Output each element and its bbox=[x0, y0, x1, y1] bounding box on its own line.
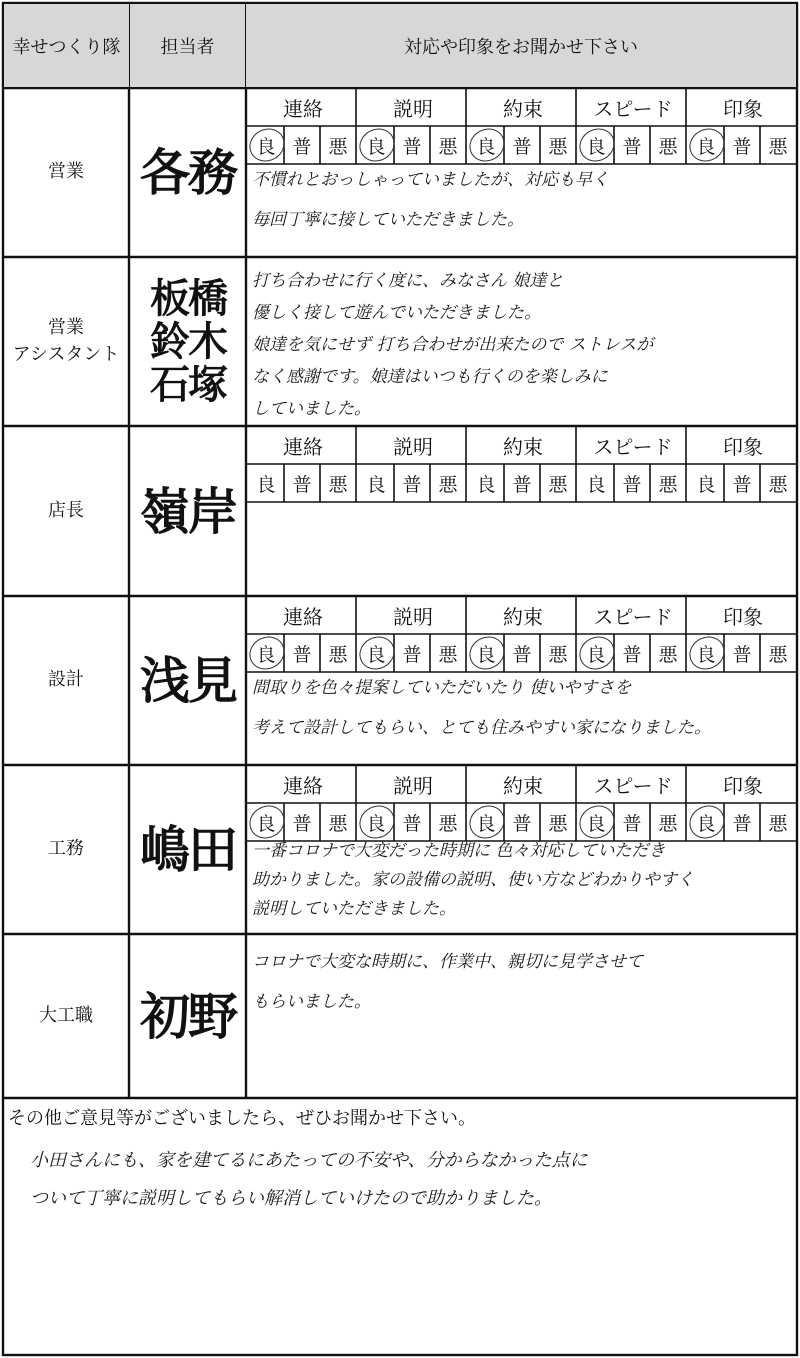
rating-option[interactable]: 普 bbox=[732, 643, 752, 666]
comment-line: 一番コロナで大変だった時期に 色々対応していただき bbox=[252, 841, 666, 861]
person-name: 浅見 bbox=[140, 651, 236, 710]
rating-option[interactable]: 悪 bbox=[438, 812, 458, 835]
rating-option[interactable]: 悪 bbox=[768, 812, 788, 835]
other-comments-text bbox=[30, 1142, 790, 1218]
rating-option[interactable]: 悪 bbox=[548, 812, 568, 835]
rating-option[interactable]: 良 bbox=[586, 473, 606, 496]
other-comment-line: ついて丁寧に説明してもらい解消していけたので助かりました。 bbox=[30, 1188, 552, 1209]
comment-line: コロナで大変な時期に、作業中、親切に見学させて bbox=[252, 952, 643, 972]
category-label: 約束 bbox=[503, 434, 543, 459]
comment-line: 助かりました。家の設備の説明、使い方などわかりやすく bbox=[252, 870, 694, 890]
rating-option[interactable]: 普 bbox=[622, 812, 642, 835]
rating-option[interactable]: 良 bbox=[696, 135, 716, 158]
comment-line: 間取りを色々提案していただいたり 使いやすさを bbox=[252, 678, 632, 698]
rating-option[interactable]: 悪 bbox=[658, 812, 678, 835]
category-label: 説明 bbox=[393, 604, 433, 629]
category-label: 連絡 bbox=[283, 604, 323, 629]
person-name: 嶋田 bbox=[140, 820, 236, 879]
rating-option[interactable]: 悪 bbox=[328, 473, 348, 496]
person-cell bbox=[131, 765, 245, 934]
comment-text bbox=[252, 942, 797, 1022]
rating-option[interactable]: 悪 bbox=[328, 643, 348, 666]
rating-option[interactable]: 普 bbox=[512, 135, 532, 158]
rating-option[interactable]: 悪 bbox=[548, 643, 568, 666]
category-label: 説明 bbox=[393, 773, 433, 798]
team-cell: 店長 bbox=[48, 499, 84, 521]
person-name: 初野 bbox=[140, 986, 236, 1046]
rating-option[interactable]: 良 bbox=[696, 473, 716, 496]
category-label: 説明 bbox=[393, 96, 433, 121]
rating-option[interactable]: 良 bbox=[586, 135, 606, 158]
rating-option[interactable]: 良 bbox=[366, 643, 386, 666]
person-cell bbox=[131, 257, 245, 426]
category-label: スピード bbox=[593, 96, 673, 121]
category-label: 約束 bbox=[503, 96, 543, 121]
comment-line: 娘達を気にせず 打ち合わせが出来たので ストレスが bbox=[252, 335, 654, 355]
person-name: 嶺岸 bbox=[140, 481, 236, 541]
rating-option[interactable]: 良 bbox=[366, 135, 386, 158]
comment-line: 打ち合わせに行く度に、みなさん 娘達と bbox=[252, 271, 564, 291]
team-cell: 営業 アシスタント bbox=[12, 317, 120, 365]
comment-line: していました。 bbox=[252, 399, 371, 419]
rating-option[interactable]: 悪 bbox=[328, 135, 348, 158]
rating-option[interactable]: 良 bbox=[696, 812, 716, 835]
rating-option[interactable]: 良 bbox=[366, 473, 386, 496]
comment-line: 毎回丁寧に接していただきました。 bbox=[252, 210, 524, 230]
category-label: 印象 bbox=[723, 434, 763, 459]
rating-option[interactable]: 普 bbox=[292, 135, 312, 158]
rating-option[interactable]: 普 bbox=[402, 473, 422, 496]
comment-line: 考えて設計してもらい、とても住みやすい家になりました。 bbox=[252, 718, 711, 738]
comment-text bbox=[252, 837, 797, 924]
rating-option[interactable]: 普 bbox=[622, 135, 642, 158]
category-label: 印象 bbox=[723, 773, 763, 798]
rating-option[interactable]: 悪 bbox=[768, 473, 788, 496]
comment-text bbox=[252, 160, 797, 240]
team-cell: 大工職 bbox=[39, 1004, 93, 1026]
rating-option[interactable]: 普 bbox=[402, 643, 422, 666]
category-label: 連絡 bbox=[283, 434, 323, 459]
person-cell bbox=[131, 934, 245, 1098]
category-label: 印象 bbox=[723, 96, 763, 121]
rating-option[interactable]: 良 bbox=[696, 643, 716, 666]
rating-option[interactable]: 普 bbox=[732, 812, 752, 835]
rating-option[interactable]: 良 bbox=[256, 812, 276, 835]
person-name: 鈴木 bbox=[150, 317, 226, 365]
comment-line: 説明していただきました。 bbox=[252, 899, 456, 919]
comment-line: 優しく接して遊んでいただきました。 bbox=[252, 303, 541, 323]
header-person: 担当者 bbox=[130, 4, 245, 87]
rating-option[interactable]: 悪 bbox=[768, 643, 788, 666]
rating-option[interactable]: 普 bbox=[402, 812, 422, 835]
rating-option[interactable]: 悪 bbox=[438, 135, 458, 158]
team-cell: 営業 bbox=[48, 161, 84, 183]
person-name: 石塚 bbox=[150, 361, 226, 409]
other-comments-title: その他ご意見等がございましたら、ぜひお聞かせ下さい。 bbox=[8, 1108, 476, 1129]
rating-option[interactable]: 悪 bbox=[658, 473, 678, 496]
person-cell bbox=[131, 88, 245, 257]
header-question: 対応や印象をお聞かせ下さい bbox=[246, 4, 796, 87]
person-name: 板橋 bbox=[150, 274, 226, 322]
category-label: 約束 bbox=[503, 773, 543, 798]
rating-option[interactable]: 良 bbox=[256, 135, 276, 158]
category-label: スピード bbox=[593, 604, 673, 629]
category-label: スピード bbox=[593, 434, 673, 459]
rating-option[interactable]: 良 bbox=[476, 135, 496, 158]
person-name: 各務 bbox=[140, 143, 236, 202]
person-cell bbox=[131, 596, 245, 765]
category-label: 連絡 bbox=[283, 773, 323, 798]
rating-option[interactable]: 良 bbox=[476, 812, 496, 835]
rating-option[interactable]: 悪 bbox=[548, 135, 568, 158]
rating-option[interactable]: 良 bbox=[476, 643, 496, 666]
rating-option[interactable]: 良 bbox=[256, 643, 276, 666]
category-label: 連絡 bbox=[283, 96, 323, 121]
rating-option[interactable]: 悪 bbox=[658, 135, 678, 158]
rating-option[interactable]: 悪 bbox=[328, 812, 348, 835]
other-comment-line: 小田さんにも、家を建てるにあたっての不安や、分からなかった点に bbox=[30, 1150, 588, 1171]
header-team: 幸せつくり隊 bbox=[4, 4, 129, 87]
rating-option[interactable]: 悪 bbox=[548, 473, 568, 496]
rating-option[interactable]: 普 bbox=[732, 473, 752, 496]
rating-option[interactable]: 悪 bbox=[438, 473, 458, 496]
rating-option[interactable]: 良 bbox=[366, 812, 386, 835]
category-label: 印象 bbox=[723, 604, 763, 629]
rating-option[interactable]: 普 bbox=[512, 643, 532, 666]
rating-option[interactable]: 悪 bbox=[658, 643, 678, 666]
rating-option[interactable]: 普 bbox=[402, 135, 422, 158]
category-label: 約束 bbox=[503, 604, 543, 629]
category-label: スピード bbox=[593, 773, 673, 798]
rating-option[interactable]: 良 bbox=[476, 473, 496, 496]
rating-option[interactable]: 悪 bbox=[438, 643, 458, 666]
team-cell: 設計 bbox=[48, 669, 84, 691]
rating-option[interactable]: 悪 bbox=[768, 135, 788, 158]
rating-option[interactable]: 普 bbox=[292, 812, 312, 835]
rating-option[interactable]: 良 bbox=[256, 473, 276, 496]
rating-option[interactable]: 普 bbox=[622, 473, 642, 496]
comment-text bbox=[252, 668, 797, 748]
rating-option[interactable]: 普 bbox=[512, 812, 532, 835]
category-label: 説明 bbox=[393, 434, 433, 459]
comment-text bbox=[252, 265, 797, 425]
rating-option[interactable]: 普 bbox=[732, 135, 752, 158]
rating-option[interactable]: 普 bbox=[292, 643, 312, 666]
comment-line: 不慣れとおっしゃっていましたが、対応も早く bbox=[252, 170, 609, 190]
person-cell bbox=[131, 426, 245, 596]
rating-option[interactable]: 良 bbox=[586, 643, 606, 666]
rating-option[interactable]: 良 bbox=[586, 812, 606, 835]
comment-line: もらいました。 bbox=[252, 992, 371, 1012]
team-cell: 工務 bbox=[48, 838, 84, 860]
rating-option[interactable]: 普 bbox=[512, 473, 532, 496]
comment-line: なく感謝です。娘達はいつも行くのを楽しみに bbox=[252, 367, 608, 387]
rating-option[interactable]: 普 bbox=[622, 643, 642, 666]
rating-option[interactable]: 普 bbox=[292, 473, 312, 496]
